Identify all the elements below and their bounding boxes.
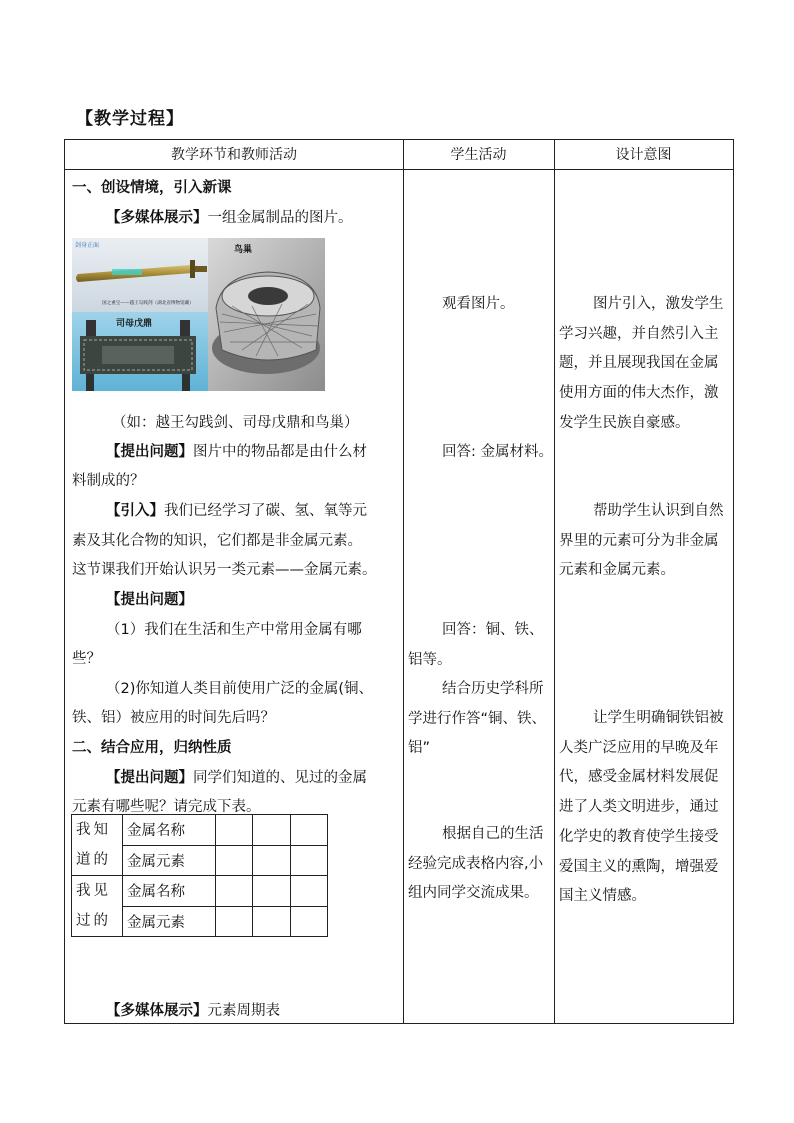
media-display-text-2: 元素周期表 — [207, 1003, 280, 1019]
metal-element-label: 金属元素 — [123, 906, 216, 937]
blank-cell[interactable] — [290, 815, 327, 846]
metal-name-label: 金属名称 — [123, 876, 216, 907]
intro-line3: 这节课我们开始认识另一类元素——金属元素。 — [72, 562, 377, 578]
intro-text: 我们已经学习了碳、氢、氧等元 — [164, 503, 367, 519]
blank-cell[interactable] — [216, 876, 253, 907]
blank-cell[interactable] — [290, 845, 327, 876]
blank-cell[interactable] — [253, 815, 290, 846]
question3-tag: 【提出问题】 — [106, 770, 193, 786]
metal-element-label: 金属元素 — [123, 845, 216, 876]
blank-cell[interactable] — [216, 845, 253, 876]
question2-item1-line1: （1）我们在生活和生产中常用金属有哪 — [106, 622, 362, 638]
header-student-activity: 学生活动 — [403, 140, 554, 170]
intro-tag: 【引入】 — [106, 503, 164, 519]
sword-caption: 国之重宝——越王勾践剑（湖北省博物馆藏） — [102, 301, 194, 306]
student-activity-5: 根据自己的生活经验完成表格内容,小组内同学交流成果。 — [408, 826, 544, 902]
metal-artifacts-photo — [72, 238, 325, 391]
section-heading: 【教学过程】 — [76, 109, 184, 129]
question2-item1-line2: 些？ — [72, 651, 101, 667]
question2-item2-line1: （2)你知道人类目前使用广泛的金属(铜、 — [106, 681, 374, 697]
blank-cell[interactable] — [290, 906, 327, 937]
metal-artifacts-illustration — [72, 238, 325, 391]
blank-cell[interactable] — [290, 876, 327, 907]
section-title-2: 二、结合应用，归纳性质 — [72, 740, 232, 756]
column-divider — [403, 140, 404, 1023]
blank-cell[interactable] — [253, 876, 290, 907]
column-divider — [554, 140, 555, 1023]
question3-line2: 元素有哪些呢？请完成下表。 — [72, 799, 261, 815]
examples-text: （如：越王勾践剑、司母戊鼎和鸟巢） — [112, 415, 359, 431]
media-display-line — [106, 204, 353, 234]
media-display-tag-2: 【多媒体展示】 — [106, 1003, 208, 1019]
student-activity-2: 回答: 金属材料。 — [442, 444, 553, 460]
blank-cell[interactable] — [253, 845, 290, 876]
media-display-text: 一组金属制品的图片。 — [207, 210, 353, 226]
student-activity-4: 结合历史学科所学进行作答“铜、铁、铝” — [408, 681, 547, 757]
student-activity-3: 回答：铜、铁、铝等。 — [408, 622, 544, 668]
header-design-intent: 设计意图 — [554, 140, 733, 170]
section-title-1: 一、创设情境，引入新课 — [72, 180, 232, 196]
question2-tag: 【提出问题】 — [106, 592, 193, 608]
header-teacher-activity: 教学环节和教师活动 — [65, 140, 403, 170]
media-display-line-2 — [106, 997, 280, 1027]
metal-fill-table — [71, 814, 328, 935]
seen-label: 我见过的 — [72, 876, 123, 937]
question1-line1 — [106, 438, 367, 468]
blank-cell[interactable] — [216, 906, 253, 937]
question1-line2: 料制成的？ — [72, 473, 145, 489]
blank-cell[interactable] — [216, 815, 253, 846]
question3-text: 同学们知道的、见过的金属 — [193, 770, 367, 786]
student-activity-1: 观看图片。 — [442, 296, 515, 312]
intro-line1 — [106, 497, 367, 527]
question1-text: 图片中的物品都是由什么材 — [193, 444, 367, 460]
ding-label: 司母戊鼎 — [116, 319, 153, 329]
know-label: 我知道的 — [72, 815, 123, 876]
design-intent-1: 图片引入，激发学生学习兴趣，并自然引入主题，并且展现我国在金属使用方面的伟大杰作，激发学生民族自豪感。 — [559, 296, 724, 431]
sword-label: 剑身正面 — [75, 242, 100, 249]
intro-line2: 素及其化合物的知识，它们都是非金属元素。 — [72, 533, 362, 549]
blank-cell[interactable] — [253, 906, 290, 937]
question1-tag: 【提出问题】 — [106, 444, 193, 460]
question2-item2-line2: 铁、铝）被应用的时间先后吗？ — [72, 710, 275, 726]
media-display-tag: 【多媒体展示】 — [106, 210, 208, 226]
metal-name-label: 金属名称 — [123, 815, 216, 846]
design-intent-2: 帮助学生认识到自然界里的元素可分为非金属元素和金属元素。 — [559, 503, 724, 579]
design-intent-3: 让学生明确铜铁铝被人类广泛应用的早晚及年代，感受金属材料发展促进了人类文明进步，通过化学史的教育使学生接受爱国主义的熏陶，增强爱国主义情感。 — [559, 710, 724, 905]
question3-line1 — [106, 764, 367, 794]
nest-label: 鸟巢 — [234, 245, 253, 255]
